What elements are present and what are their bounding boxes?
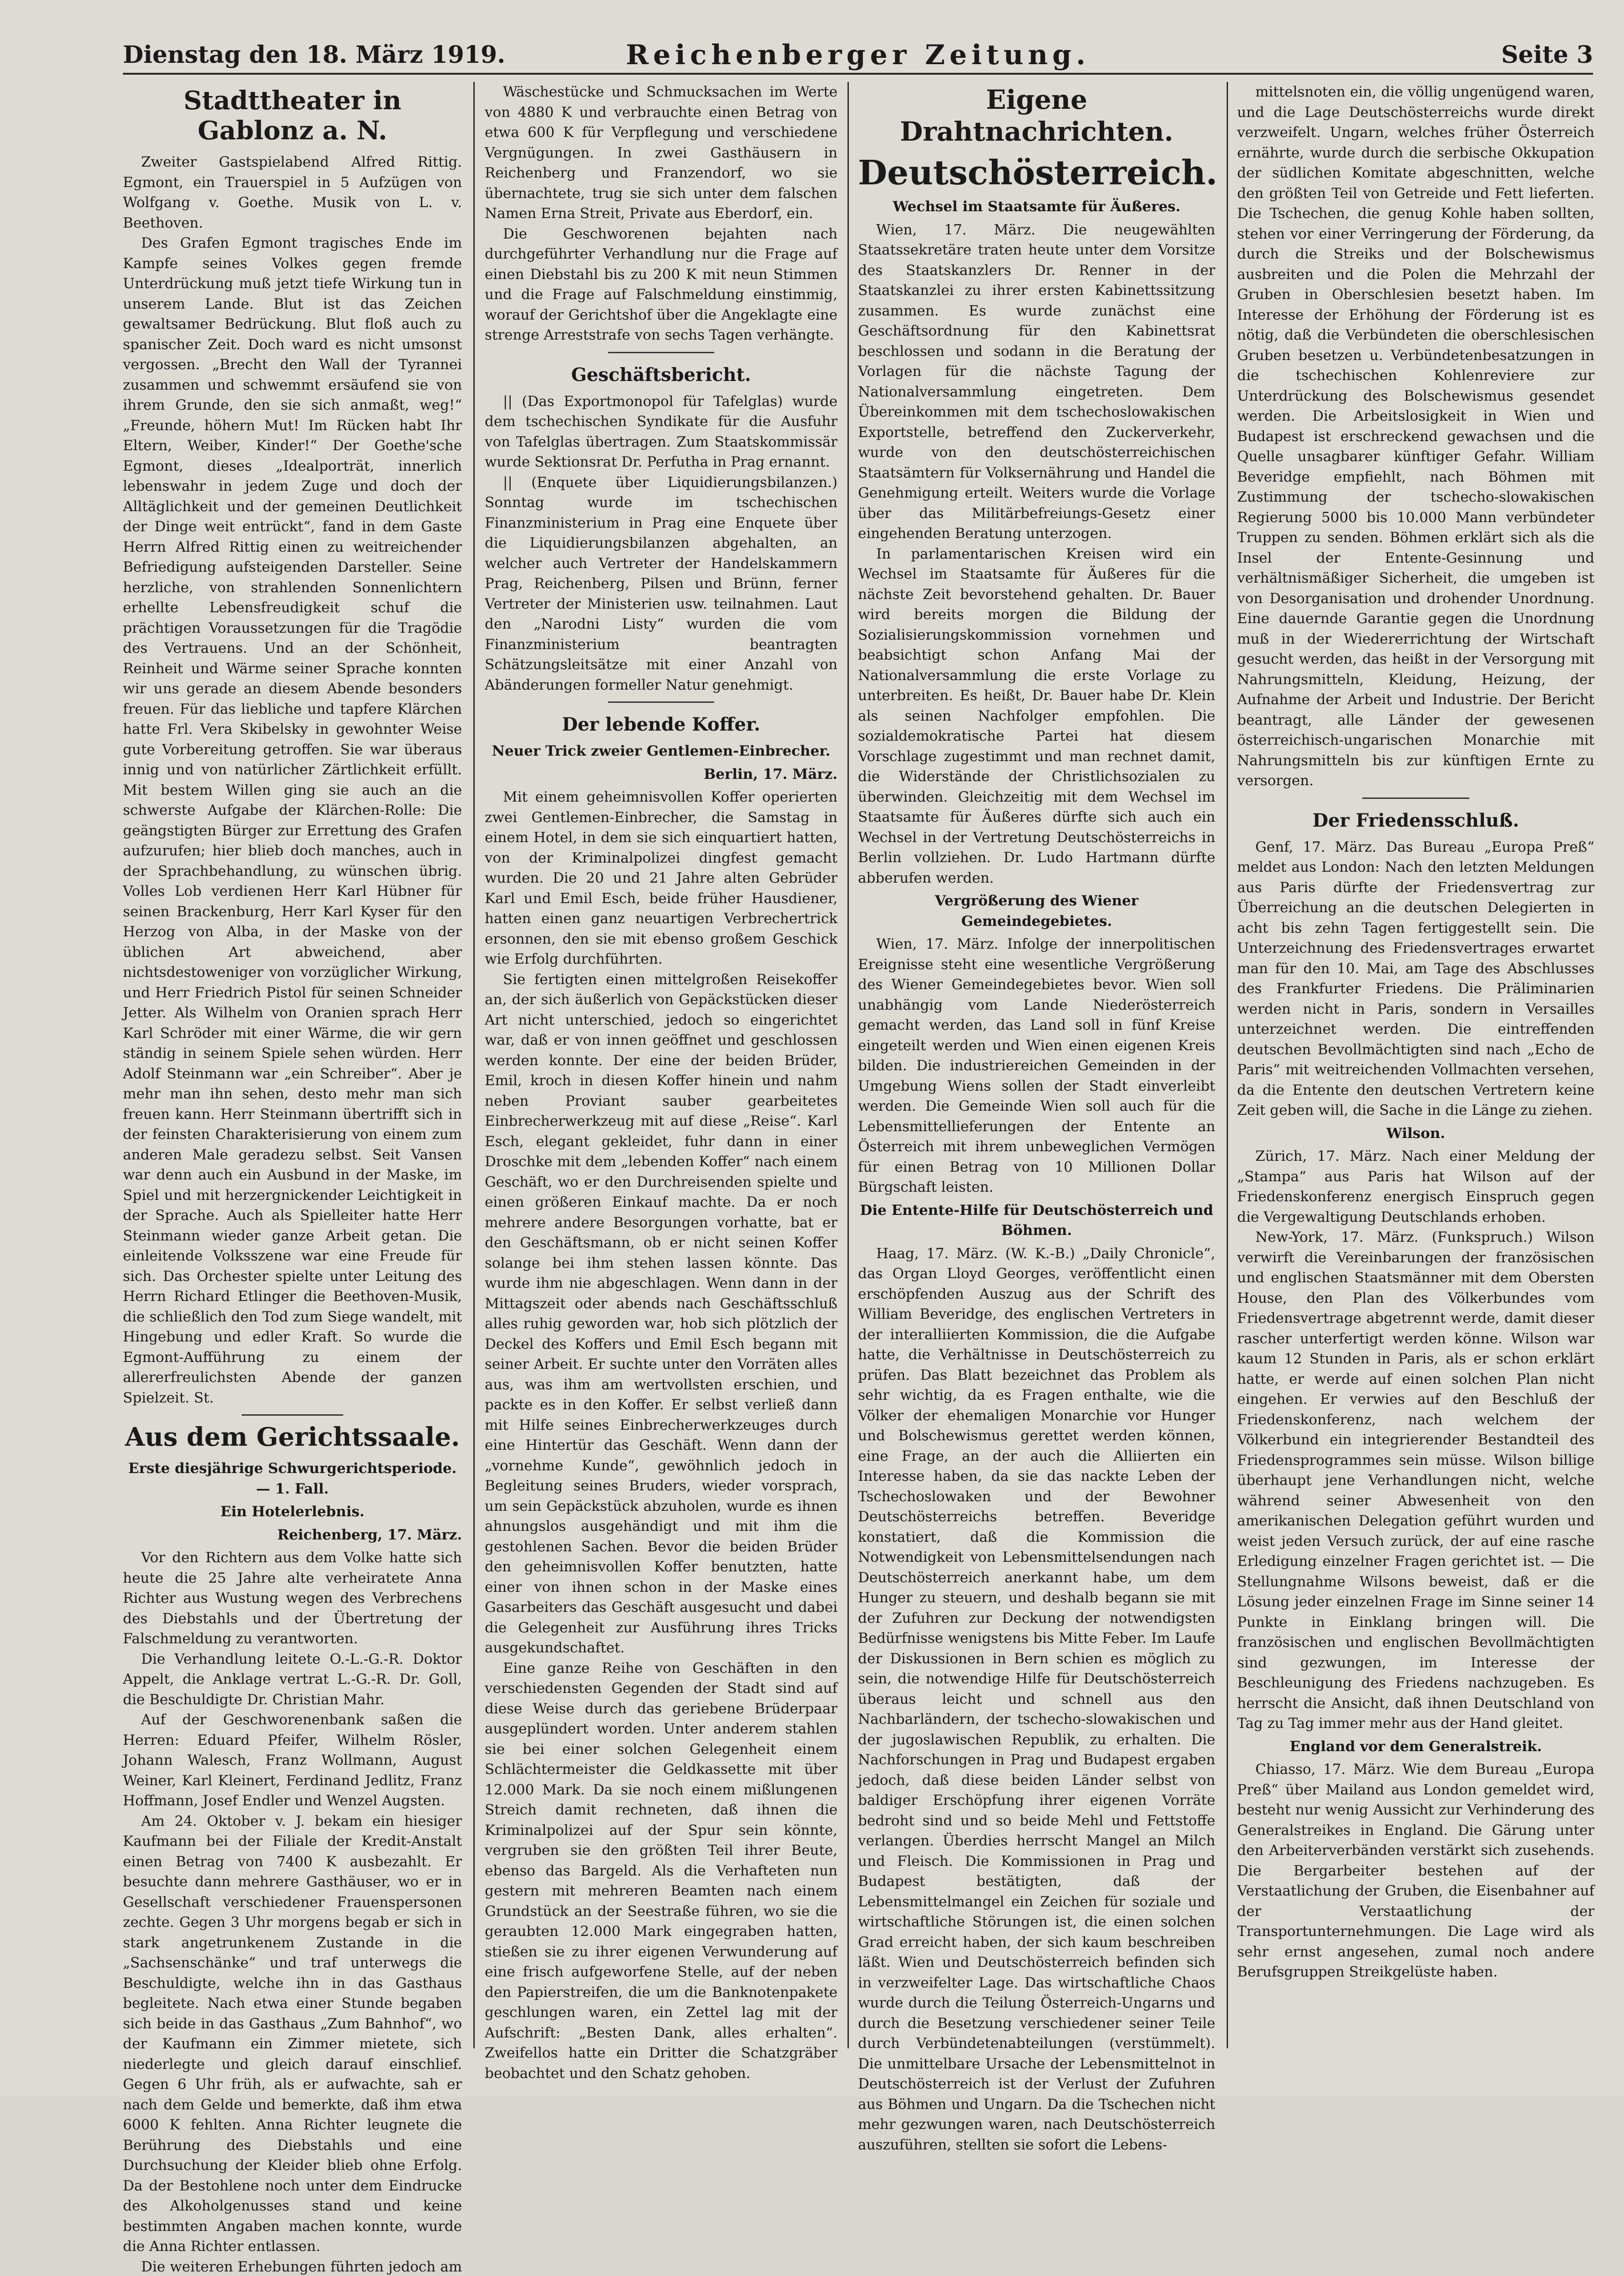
paragraph: New-York, 17. März. (Funkspruch.) Wilson verwirft die Vereinbarungen der französischen und englischen Staatsmänner mit dem Obersten House, den Plan des Völkerbundes vom Friedensvertrage abgetrennt werde, damit dieser rascher unterfertigt werden könne. Wilson war kaum 12 Stunden in Paris, als er schon erklärt hatte, er werde auf einen solchen Plan nicht eingehen. Er verwies auf den Beschluß der Friedenskonferenz, nach welchem der Völkerbund ein integrierender Bestandteil des Friedensprogrammes sein müsse. Wilson billige überhaupt jene Verhandlungen nicht, welche während seiner Abwesenheit von den amerikanischen Delegation geführt wurden und weist jeden Versuch zurück, der auf eine rasche Erledigung einzelner Fragen gerichtet ist. — Die Stellungnahme Wilsons beweist, daß er die Lösung jeder einzelnen Frage im Sinne seiner 14 Punkte in Einklang bringen will. Die französischen und englischen Bevollmächtigten sind gezwungen, im Interesse der Beschleunigung des Friedens nachzugeben. Es herrscht die Ansicht, daß ihnen Deutschland von Tag zu Tag immer mehr aus der Hand gleitet. <box>1237 1227 1594 1734</box>
subheading: Die Entente-Hilfe für Deutschösterreich und Böhmen. <box>858 1200 1215 1241</box>
paragraph: Zürich, 17. März. Nach einer Meldung der „Stampa“ aus Paris hat Wilson auf der Friedenskonferenz energisch Einspruch gegen die Vergewaltigung Deutschlands erhoben. <box>1237 1146 1594 1227</box>
column-3 <box>858 82 1215 2053</box>
paragraph: Genf, 17. März. Das Bureau „Europa Preß“ meldet aus London: Nach den letzten Meldungen aus Paris dürfte der Friedensvertrag zur Überreichung an die deutschen Delegierten in acht bis zehn Tagen fertiggestellt sein. Die Unterzeichnung des Friedensvertrages erwartet man für den 10. Mai, am Tage des Abschlusses des Frankfurter Friedens. Die Präliminarien werden nicht in Paris, sondern in Versailles unterzeichnet werden. Die eintreffenden deutschen Bevollmächtigten sind nach „Echo de Paris“ mit weitreichenden Vollmachten versehen, da die Entente den deutschen Vertretern keine Zeit geben will, die Sache in die Länge zu ziehen. <box>1237 837 1594 1121</box>
article-title-peace: Der Friedensschluß. <box>1237 809 1594 833</box>
subheading: Vergrößerung des Wiener Gemeindegebietes. <box>858 891 1215 931</box>
subheading: England vor dem Generalstreik. <box>1237 1737 1594 1757</box>
column-rule <box>473 82 475 2048</box>
paragraph: Am 24. Oktober v. J. bekam ein hiesiger Kaufmann bei der Filiale der Kredit-Anstalt einen Betrag von 7400 K ausbezahlt. Er besuchte dann mehrere Gasthäuser, wo er in Gesellschaft verschiedener Frauenspersonen zechte. Gegen 3 Uhr morgens begab er sich in stark angetrunkenem Zustande in die „Sachsenschänke“ und traf unterwegs die Beschuldigte, welche ihn in das Gasthaus begleitete. Nach etwa einer Stunde begaben sich beide in das Gasthaus „Zum Bahnhof“, wo der Kaufmann ein Zimmer mietete, sich niederlegte und gleich darauf einschlief. Gegen 6 Uhr früh, als er aufwachte, sah er nach dem Gelde und bemerkte, daß ihm etwa 6000 K fehlten. Anna Richter leugnete die Berührung des Diebstahls und eine Durchsuchung der Kleider blieb ohne Erfolg. Da der Bestohlene noch unter dem Eindrucke des Alkoholgenusses stand und keine bestimmten Angaben machen konnte, wurde die Anna Richter entlassen. <box>123 1811 462 2257</box>
paragraph: mittelsnoten ein, die völlig ungenügend waren, und die Lage Deutschösterreichs wurde direkt verzweifelt. Ungarn, welches früher Österreich ernährte, wurde durch die serbische Okkupation der südlichen Komitate abgeschnitten, welche den größten Teil von Getreide und Fett lieferten. Die Tschechen, die genug Kohle haben sollten, stehen vor einer Verringerung der Förderung, da durch die Streiks und der Bolschewismus ausbreiten und die Polen die Mehrzahl der Gruben in Oberschlesien besetzt haben. Im Interesse der Erhöhung der Förderung ist es nötig, daß die Verbündeten die oberschlesischen Gruben besetzen u. Verbündetenbesatzungen in die tschechischen Kohlenreviere zur Unterdrückung des Bolschewismus gesendet werden. Die Arbeitslosigkeit in Wien und Budapest ist erschreckend gewachsen und die Quelle unsagbarer künftiger Gefahr. William Beveridge empfiehlt, nach Böhmen mit Zustimmung der tschecho-slowakischen Regierung 5000 bis 10.000 Mann verbündeter Truppen zu senden. Böhmen erklärt sich als die Insel der Entente-Gesinnung und verhältnismäßiger Sicherheit, die umgeben ist von Desorganisation und drohender Unordnung. Eine dauernde Garantie gegen die Unordnung muß in der Wiedererrichtung der Wirtschaft gesucht werden, das heißt in der Versorgung mit Nahrungsmitteln, Kleidung, Heizung, der Aufnahme der Arbeit und Industrie. Der Bericht beantragt, alle Länder der gewesenen österreichisch-ungarischen Monarchie mit Nahrungsmitteln bis zur künftigen Ernte zu versorgen. <box>1237 82 1594 791</box>
subheading: Neuer Trick zweier Gentlemen-Einbrecher. <box>485 741 837 762</box>
paragraph: In parlamentarischen Kreisen wird ein Wechsel im Staatsamte für Äußeres für die nächste Zeit bevorstehend gehalten. Dr. Bauer wird bereits morgen die Bildung der Sozialisierungskommission vornehmen und beabsichtigt schon Anfang Mai der Nationalversammlung die erste Vorlage zu unterbreiten. Es heißt, Dr. Bauer habe Dr. Klein als seinen Nachfolger empfohlen. Die sozialdemokratische Partei hat diesem Vorschlage zugestimmt und man rechnet damit, die Widerstände der Christlichsozialen zu überwinden. Gleichzeitig mit dem Wechsel im Staatsamte für Äußeres dürfte sich auch ein Wechsel in der Vertretung Deutschösterreichs in Berlin vollziehen. Dr. Ludo Hartmann dürfte abberufen werden. <box>858 544 1215 889</box>
separator <box>608 352 714 353</box>
paragraph: Wien, 17. März. Infolge der innerpolitischen Ereignisse steht eine wesentliche Vergrößerung des Wiener Gemeindegebietes bevor. Wien soll unabhängig vom Lande Niederösterreich gemacht werden, das Land soll in fünf Kreise eingeteilt werden und Wien einen eigenen Kreis bilden. Die industriereichen Gemeinden in der Umgebung Wiens sollen der Stadt einverleibt werden. Die Gemeinde Wien soll auch für die Lebensmittellieferungen der Entente an Österreich mit ihrem unbeweglichen Vermögen für einen Betrag von 10 Millionen Dollar Bürgschaft leisten. <box>858 934 1215 1198</box>
article-title-court: Aus dem Gerichtssaale. <box>123 1422 462 1452</box>
issue-date: Dienstag den 18. März 1919. <box>123 41 505 69</box>
paragraph: Haag, 17. März. (W. K.-B.) „Daily Chronicle“, das Organ Lloyd Georges, veröffentlicht einen erschöpfenden Auszug aus der Schrift des William Beveridge, des englischen Vertreters in der interalliierten Kommission, die die Aufgabe hatte, die Verhältnisse in Deutschösterreich zu prüfen. Das Blatt bezeichnet das Problem als sehr wichtig, da es Fragen enthalte, wie die Völker der ehemaligen Monarchie vor Hunger und Bolschewismus gerettet werden können, eine Frage, an der auch die Alliierten ein Interesse haben, da sie das nackte Leben der Tschechoslowaken und der Bewohner Deutschösterreichs betreffen. Beveridge konstatiert, daß die Kommission die Notwendigkeit von Lebensmittelsendungen nach Deutschösterreich anerkannt habe, um dem Hunger zu steuern, und deshalb begann sie mit der Zufuhren zur Deckung der notwendigsten Bedürfnisse wenigstens bis Mitte Feber. Im Laufe der Diskussionen in Bern schien es möglich zu sein, die notwendige Hilfe für Deutschösterreich überaus leicht und schnell aus den Nachbarländern, der tschecho-slowakischen und der jugoslawischen Republik, zu erhalten. Die Nachforschungen in Prag und Budapest ergaben jedoch, daß diese beiden Länder selbst von baldiger Erschöpfung ihrer eigenen Vorräte bedroht sind und so beide Mehl und Fettstoffe verlangen. Überdies herrscht Mangel an Milch und Fleisch. Die Kommissionen in Prag und Budapest bestätigten, daß der Lebensmittelmangel ein Zeichen für soziale und wirtschaftliche Störungen ist, die einen solchen Grad erreicht haben, der sich kaum beschreiben läßt. Wien und Deutschösterreich befinden sich in verzweifelter Lage. Das wirtschaftliche Chaos wurde durch die Teilung Österreich-Ungarns und durch die Besetzung verschiedener seiner Teile durch Verbündetenabteilungen (verstümmelt). Die unmittelbare Ursache der Lebensmittelnot in Deutschösterreich ist der Verlust der Zufuhren aus Böhmen und Ungarn. Da die Tschechen nicht mehr gezwungen waren, nach Deutschösterreich auszuführen, stellten sie sofort die Lebens- <box>858 1244 1215 2155</box>
subheading: Ein Hotelerlebnis. <box>123 1502 462 1522</box>
paragraph: Die Geschworenen bejahten nach durchgeführter Verhandlung nur die Frage auf einen Diebstahl bis zu 200 K mit neun Stimmen und die Frage auf Falschmeldung einstimmig, worauf der Gerichtshof über die Angeklagte eine strenge Arreststrafe von sechs Tagen verhängte. <box>485 224 837 345</box>
column-rule <box>1227 82 1228 2048</box>
dateline: Reichenberg, 17. März. <box>123 1525 462 1545</box>
article-title-suitcase: Der lebende Koffer. <box>485 713 837 737</box>
column-1 <box>123 82 462 2053</box>
paragraph: Des Grafen Egmont tragisches Ende im Kampfe seines Volkes gegen fremde Unterdrückung muß jetzt tiefe Wirkung tun in unserem Lande. Blut ist das Zeichen gewaltsamer Bedrückung. Blut floß auch zu spanischer Zeit. Doch ward es nicht umsonst vergossen. „Brecht den Wall der Tyrannei zusammen und schwemmt ersäufend sie von ihrem Grunde, den sie sich anmaßt, weg!“ „Freunde, höhern Mut! Im Rücken habt Ihr Eltern, Weiber, Kinder!“ Der Goethe'sche Egmont, dieses „Idealporträt, innerlich lebenswahr in jedem Zuge und doch der Alltäglichkeit und der gemeinen Deutlichkeit der Dinge weit entrückt“, fand in dem Gaste Herrn Alfred Rittig einen zu weitreichender Befriedigung aufsteigenden Darsteller. Seine herzliche, von strahlenden Sonnenlichtern erhellte Lebensfreudigkeit schuf die prächtigen Voraussetzungen für die Tragödie des Vertrauens. Und an der Schönheit, Reinheit und Wärme seiner Sprache konnten wir uns gerade an diesem Abende besonders freuen. Für das liebliche und tapfere Klärchen hatte Frl. Vera Skibelsky in gewohnter Weise gute Vorbereitung getroffen. Sie war überaus innig und von natürlicher Zärtlichkeit erfüllt. Mit bestem Willen ging sie auch an die schwerste Aufgabe der Klärchen-Rolle: Die geängstigten Bürger zur Errettung des Grafen aufzurufen; hier blieb doch manches, auch in der Sprachbehandlung, zu wünschen übrig. Volles Lob verdienen Herr Karl Hübner für seinen Brackenburg, Herr Karl Kyser für den Herzog von Alba, in der Maske von der üblichen Art abweichend, aber nichtsdestoweniger von vorzüglicher Wirkung, und Herr Friedrich Pistol für seinen Schneider Jetter. Als Wilhelm von Oranien sprach Herr Karl Schröder mit einer Wärme, die wir gern ständig in seinem Spiele sehen würden. Herr Adolf Steinmann war „ein Schreiber“. Aber je mehr man ihn sehen, desto mehr man sich freuen kann. Herr Steinmann übertrifft sich in der feinsten Charakterisierung von einem zum anderen Male geradezu selbst. Seit Vansen war denn auch ein Ausbund in der Maske, im Spiel und mit herzergnickender Leichtigkeit in der Sprache. Auch als Spielleiter hatte Herr Steinmann wieder ganze Arbeit getan. Die einleitende Volksszene war eine Freude für sich. Das Orchester spielte unter Leitung des Herrn Richard Etlinger die Beethoven-Musik, die schließlich den Tod zum Siege wandelt, mit Hingebung und edler Kraft. So wurde die Egmont-Aufführung zu einem der allererfreulichsten Abende der ganzen Spielzeit. St. <box>123 233 462 1408</box>
section-title-austria: Deutschösterreich. <box>858 152 1215 194</box>
paragraph: Sie fertigten einen mittelgroßen Reisekoffer an, der sich äußerlich von Gepäckstücken dieser Art nicht unterschied, jedoch so eingerichtet war, daß er von innen geöffnet und geschlossen werden konnte. Der eine der beiden Brüder, Emil, kroch in diesen Koffer hinein und nahm neben Proviant sauber gearbeitetes Einbrecherwerkzeug mit auf diese „Reise“. Karl Esch, elegant gekleidet, fuhr dann in einer Droschke mit dem „lebenden Koffer“ nach einem Geschäft, wo er den Durchreisenden spielte und einen größeren Einkauf machte. Da er noch mehrere andere Besorgungen vorhatte, bat er den Geschäftsmann, ob er nicht seinen Koffer solange bei ihm stehen lassen könnte. Das wurde ihm nie abgeschlagen. Wenn dann in der Mittagszeit oder abends nach Geschäftsschluß alles ruhig geworden war, hob sich plötzlich der Deckel des Koffers und Emil Esch begann mit seiner Arbeit. Er suchte unter den Vorräten alles aus, was ihm am wertvollsten erschien, und packte es in den Koffer. Er selbst verließ dann mit Hilfe seines Einbrecherwerkzeuges durch eine Hintertür das Geschäft. Wenn dann der „vornehme Kunde“, gewöhnlich jedoch in Begleitung seines Bruders, wieder vorsprach, um sein Gepäckstück abzuholen, wurde es ihnen ahnungslos ausgehändigt und mit ihm die gestohlenen Sachen. Bevor die beiden Brüder den geheimnisvollen Koffer benutzten, hatte einer von ihnen schon in der Maske eines Gasarbeiters das Geschäft ausgesucht und dabei die Gelegenheit zur Ausführung ihres Tricks ausgekundschaftet. <box>485 970 837 1658</box>
paragraph: || (Das Exportmonopol für Tafelglas) wurde dem tschechischen Syndikate für die Ausfuhr von Tafelglas übertragen. Zum Staatskommissär wurde Sektionsrat Dr. Perfutha in Prag ernannt. <box>485 391 837 472</box>
section-title-wire: Eigene Drahtnachrichten. <box>858 84 1215 147</box>
separator <box>1362 798 1470 799</box>
article-title-theater: Stadttheater in Gablonz a. N. <box>123 86 462 146</box>
paragraph: Wäschestücke und Schmucksachen im Werte von 4880 K und verbrauchte einen Betrag von etwa 600 K für Verpflegung und verschiedene Vergnügungen. In zwei Gasthäusern in Reichenberg und Franzendorf, wo sie übernachtete, trug sie sich unter dem falschen Namen Erna Streit, Private aus Eberdorf, ein. <box>485 82 837 224</box>
column-4 <box>1237 82 1594 2053</box>
subheading: Wilson. <box>1237 1123 1594 1144</box>
page-number: Seite 3 <box>1501 41 1593 69</box>
dateline: Berlin, 17. März. <box>485 764 837 785</box>
paragraph: Chiasso, 17. März. Wie dem Bureau „Europa Preß“ über Mailand aus London gemeldet wird, besteht nur wenig Aussicht zur Verhinderung des Generalstreikes in England. Die Gärung unter den Arbeiterverbänden verstärkt sich zusehends. Die Bergarbeiter bestehen auf der Verstaatlichung der Gruben, die Eisenbahner auf der Verstaatlichung der Transportunternehmungen. Die Lage wird als sehr ernst angesehen, zumal noch andere Berufsgruppen Streikgelüste haben. <box>1237 1759 1594 1982</box>
article-title-business: Geschäftsbericht. <box>485 363 837 387</box>
paragraph: Eine ganze Reihe von Geschäften in den verschiedensten Gegenden der Stadt sind auf diese Weise durch das geriebene Brüderpaar ausgeplündert worden. Unter anderem stahlen sie bei einer solchen Gelegenheit einem Schlächtermeister die Geldkassette mit über 12.000 Mark. Da sie noch einem mißlungenen Streich damit rechneten, daß ihnen die Kriminalpolizei auf der Spur sein könnte, vergruben sie den größten Teil ihrer Beute, ebenso das Bargeld. Als die Verhafteten nun gestern mit mehreren Beamten nach einem Grundstück an der Seestraße führen, wo sie die geraubten 12.000 Mark eingegraben hatten, stießen sie zu ihrer eigenen Verwunderung auf eine frisch aufgeworfene Stelle, auf der neben den Papierstreifen, die um die Banknotenpakete geschlungen waren, ein Zettel lag mit der Aufschrift: „Besten Dank, alles erhalten“. Zweifellos hatte ein Dritter die Schatzgräber beobachtet und den Schatz gehoben. <box>485 1658 837 2084</box>
column-2 <box>485 82 837 2053</box>
separator <box>242 1414 344 1416</box>
column-rule <box>848 82 849 2048</box>
page-header <box>123 36 1593 75</box>
paragraph: Mit einem geheimnisvollen Koffer operierten zwei Gentlemen-Einbrecher, die Samstag in einem Hotel, in dem sie sich einquartiert hatten, von der Kriminalpolizei dingfest gemacht wurden. Die 20 und 21 Jahre alten Gebrüder Karl und Emil Esch, beide früher Hausdiener, hatten einen ganz neuartigen Verbrechertrick ersonnen, den sie mit ebenso großem Geschick wie Erfolg durchführten. <box>485 787 837 970</box>
separator <box>608 701 714 703</box>
subheading: Wechsel im Staatsamte für Äußeres. <box>858 197 1215 217</box>
subheading: Erste diesjährige Schwurgerichtsperiode. — 1. Fall. <box>123 1458 462 1499</box>
paragraph: || (Enquete über Liquidierungsbilanzen.) Sonntag wurde im tschechischen Finanzministerium in Prag eine Enquete über die Liquidierungsbilanzen abgehalten, an welcher auch Vertreter der Handelskammern Prag, Reichenberg, Pilsen und Brünn, ferner Vertreter der Ministerien usw. teilnahmen. Laut den „Narodni Listy“ wurden die vom Finanzministerium beantragten Schätzungsleitsätze mit einer Anzahl von Abänderungen formeller Natur genehmigt. <box>485 472 837 696</box>
masthead: Reichenberger Zeitung. <box>123 39 1593 71</box>
paragraph: Zweiter Gastspielabend Alfred Rittig. Egmont, ein Trauerspiel in 5 Aufzügen von Wolfgang v. Goethe. Musik von L. v. Beethoven. <box>123 152 462 233</box>
paragraph: Die Verhandlung leitete O.-L.-G.-R. Doktor Appelt, die Anklage vertrat L.-G.-R. Dr. Goll, die Beschuldigte Dr. Christian Mahr. <box>123 1649 462 1710</box>
paragraph: Die weiteren Erhebungen führten jedoch am <box>123 2257 462 2276</box>
paragraph: Vor den Richtern aus dem Volke hatte sich heute die 25 Jahre alte verheiratete Anna Richter aus Wustung wegen des Verbrechens des Diebstahls und der Übertretung der Falschmeldung zu verantworten. <box>123 1548 462 1649</box>
paragraph: Wien, 17. März. Die neugewählten Staatssekretäre traten heute unter dem Vorsitze des Staatskanzlers Dr. Renner in der Staatskanzlei zu ihrer ersten Kabinettssitzung zusammen. Es wurde zunächst eine Geschäftsordnung für den Kabinettsrat beschlossen und sodann in die Beratung der Vorlagen für die nächste Tagung der Nationalversammlung eingetreten. Dem Übereinkommen mit dem tschechoslowakischen Exportstelle, betreffend den Zuckerverkehr, wurde von den deutschösterreichischen Staatsämtern für Volksernährung und Handel die Genehmigung erteilt. Weiters wurde die Vorlage über das Militärbefreiungs-Gesetz einer eingehenden Beratung unterzogen. <box>858 220 1215 544</box>
paragraph: Auf der Geschworenenbank saßen die Herren: Eduard Pfeifer, Wilhelm Rösler, Johann Walesch, Franz Wollmann, August Weiner, Karl Kleinert, Ferdinand Jedlitz, Franz Hoffmann, Josef Endler und Wenzel Augsten. <box>123 1710 462 1811</box>
